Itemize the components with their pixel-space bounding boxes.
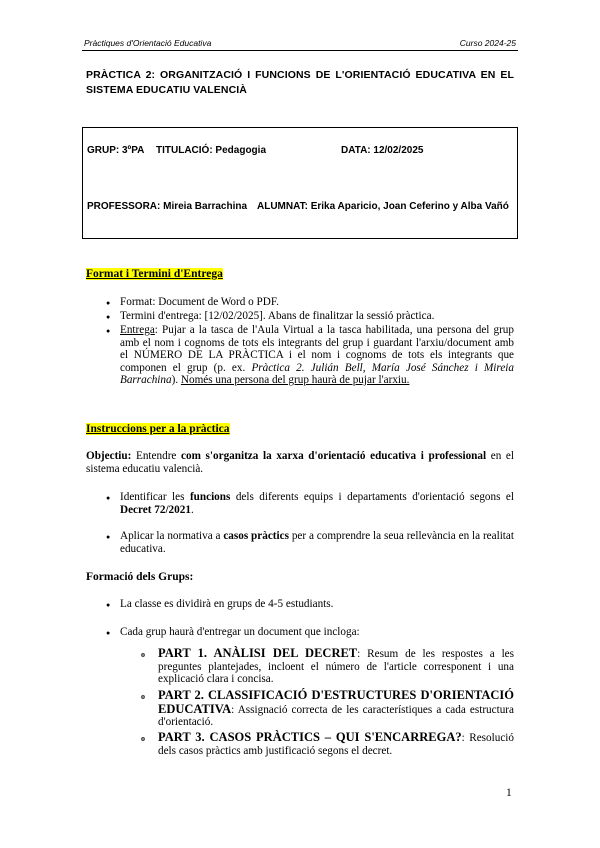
- item2-post: per a comprendre la seua rellevància en la realitat educativa.: [120, 530, 514, 555]
- part-1: [158, 647, 514, 686]
- groups-heading: Formació dels Grups:: [86, 571, 194, 583]
- delivery-after: ).: [171, 374, 181, 386]
- document-title: PRÀCTICA 2: ORGANITZACIÓ I FUNCIONS DE L'ORIENTACIÓ EDUCATIVA EN EL SISTEMA EDUCATIU VALENCIÀ: [86, 69, 514, 96]
- delivery-label: Entrega: [120, 324, 155, 336]
- delivery-example: Pràctica 2. Julián Bell, María José Sánchez i Mireia Barrachina: [120, 361, 515, 386]
- instructions-item-1: [120, 491, 514, 516]
- page-number: 1: [506, 787, 512, 799]
- instructions-item-2: [120, 530, 514, 555]
- item1-mid: dels diferents equips i departaments d'orientació segons el: [230, 491, 514, 503]
- item2-bold: casos pràctics: [223, 530, 289, 542]
- groups-item-1: La classe es dividirà en grups de 4-5 estudiants.: [120, 598, 334, 610]
- item1-post: .: [190, 503, 194, 516]
- item1-bold: funcions: [189, 491, 231, 503]
- objective-post: en el sistema educatiu valencià.: [86, 450, 514, 475]
- part-1-title: PART 1. ANÀLISI DEL DECRET: [158, 646, 358, 660]
- delivery-text: : Pujar a la tasca de l'Aula Virtual a la tasca habilitada, una persona del grup amb el nom i cognoms de tots els integrants del grup i guardant l'arxiu/document amb el NÚMERO DE LA PRÀCTICA i el nom i cognoms de tots els integrants que componen el grup (p. ex.: [120, 324, 514, 374]
- format-item-2: Termini d'entrega: [12/02/2025]. Abans de finalitzar la sessió pràctica.: [120, 310, 435, 322]
- part-3-title: PART 3. CASOS PRÀCTICS – QUI S'ENCARREGA?: [158, 730, 462, 744]
- part-3-text: : Resolució dels casos pràctics amb justificació segons el decret.: [158, 732, 514, 757]
- info-box: [82, 127, 518, 239]
- part-2: [158, 689, 514, 729]
- groups-item-2: Cada grup haurà d'entregar un document que incloga:: [120, 626, 360, 638]
- part-2-text: : Assignació correcta de les característiques a cada estructura d'orientació.: [158, 703, 514, 728]
- objective-label: Objectiu:: [86, 450, 132, 462]
- info-teacher: PROFESSORA: Mireia Barrachina: [87, 201, 248, 212]
- sub-bullet: o: [141, 650, 145, 659]
- objective-pre: Entendre: [131, 450, 182, 462]
- item2-pre: Aplicar la normativa a: [120, 530, 224, 542]
- info-group: GRUP: 3ºPA: [87, 145, 145, 156]
- format-heading: Format i Termini d'Entrega: [86, 268, 223, 280]
- item1-pre: Identificar les: [120, 491, 190, 503]
- objective-paragraph: [86, 450, 514, 476]
- objective-bold: com s'organitza la xarxa d'orientació educativa i professional: [181, 450, 487, 462]
- part-2-title: PART 2. CLASSIFICACIÓ D'ESTRUCTURES D'ORIENTACIÓ EDUCATIVA: [158, 688, 514, 716]
- info-date: DATA: 12/02/2025: [341, 145, 424, 156]
- format-delivery: [120, 324, 514, 387]
- header-course-year: Curso 2024-25: [459, 38, 516, 48]
- info-degree: TITULACIÓ: Pedagogia: [156, 145, 266, 156]
- instructions-heading: Instruccions per a la pràctica: [86, 423, 230, 435]
- sub-bullet: o: [141, 692, 145, 701]
- info-students: ALUMNAT: Erika Aparicio, Joan Ceferino y Alba Vañó: [257, 201, 509, 212]
- part-3: [158, 731, 514, 757]
- format-item-1: Format: Document de Word o PDF.: [120, 296, 279, 308]
- item1-bold2: Decret 72/2021: [120, 503, 191, 516]
- page-header: [82, 36, 518, 51]
- header-course-name: Pràctiques d'Orientació Educativa: [84, 38, 212, 48]
- sub-bullet: o: [141, 734, 145, 743]
- delivery-note: Només una persona del grup haurà de pujar l'arxiu.: [180, 374, 410, 386]
- part-1-text: : Resum de les respostes a les preguntes plantejades, incloent el número de l'article corresponent i una explicació clara i concisa.: [158, 648, 514, 685]
